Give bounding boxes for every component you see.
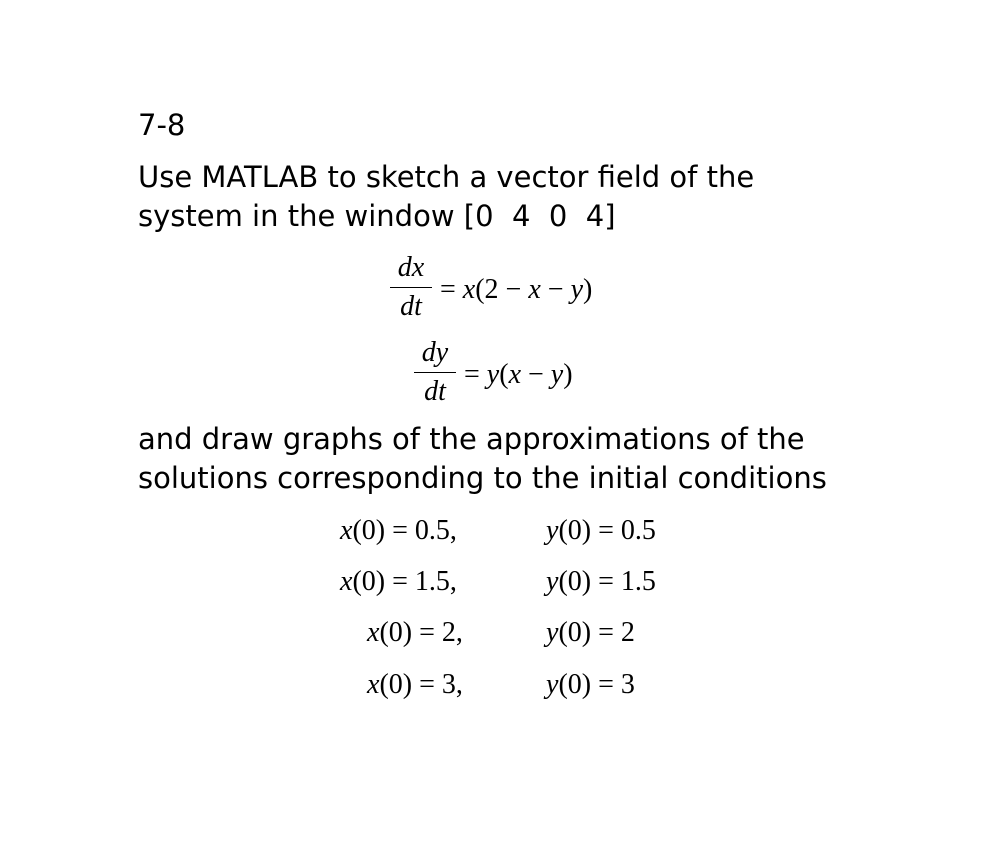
fraction-denominator: dt (400, 291, 422, 322)
ic-x-value: (0) = 2, (379, 617, 463, 648)
equation-rhs (440, 274, 592, 306)
initial-condition-y (546, 669, 635, 701)
followup-line-1: and draw graphs of the approximations of the (138, 422, 805, 456)
initial-condition-x (340, 515, 457, 547)
ic-y-var: y (546, 669, 559, 700)
initial-condition-x (367, 617, 463, 649)
ic-y-value: (0) = 1.5 (558, 566, 656, 597)
ic-x-value: (0) = 3, (379, 669, 463, 700)
rhs-body: ( (499, 359, 509, 390)
ic-y-value: (0) = 2 (558, 617, 635, 648)
initial-condition-x (367, 669, 463, 701)
rhs-var-3: y (570, 274, 584, 305)
ic-x-var: x (367, 669, 380, 700)
initial-condition-y (546, 515, 656, 547)
ic-x-value: (0) = 1.5, (352, 566, 457, 597)
ic-y-var: y (546, 617, 559, 648)
rhs-var: y (486, 359, 500, 390)
rhs-var-2: x (528, 274, 541, 305)
ic-x-value: (0) = 0.5, (352, 515, 457, 546)
rhs-var: x (462, 274, 476, 305)
initial-condition-x (340, 566, 457, 598)
ic-x-var: x (367, 617, 380, 648)
fraction-bar (414, 372, 456, 373)
rhs-mid: − (540, 274, 571, 305)
fraction-dy-dt (414, 338, 456, 407)
rhs-var-2: x (508, 359, 521, 390)
rhs-var-3: y (550, 359, 564, 390)
prompt-line-1: Use MATLAB to sketch a vector field of the (138, 160, 755, 194)
initial-condition-y (546, 566, 656, 598)
fraction-numerator: dy (421, 337, 449, 368)
fraction-bar (390, 287, 432, 288)
followup-line-2: solutions corresponding to the initial conditions (138, 461, 827, 495)
ic-y-var: y (546, 566, 559, 597)
ic-y-var: y (546, 515, 559, 546)
rhs-end: ) (563, 359, 573, 390)
ic-x-var: x (340, 515, 353, 546)
rhs-end: ) (583, 274, 593, 305)
initial-condition-y (546, 617, 635, 649)
problem-number: 7-8 (138, 108, 186, 142)
rhs-body: (2 − (475, 274, 529, 305)
prompt-line-2: system in the window [0 4 0 4] (138, 199, 616, 233)
fraction-denominator: dt (424, 376, 446, 407)
rhs-mid: − (521, 359, 551, 390)
fraction-numerator: dx (397, 252, 425, 283)
ic-y-value: (0) = 0.5 (558, 515, 656, 546)
rhs-prefix: = (440, 274, 463, 305)
rhs-prefix: = (464, 359, 487, 390)
equation-rhs (464, 359, 573, 391)
ic-y-value: (0) = 3 (558, 669, 635, 700)
ic-x-var: x (340, 566, 353, 597)
fraction-dx-dt (390, 253, 432, 322)
